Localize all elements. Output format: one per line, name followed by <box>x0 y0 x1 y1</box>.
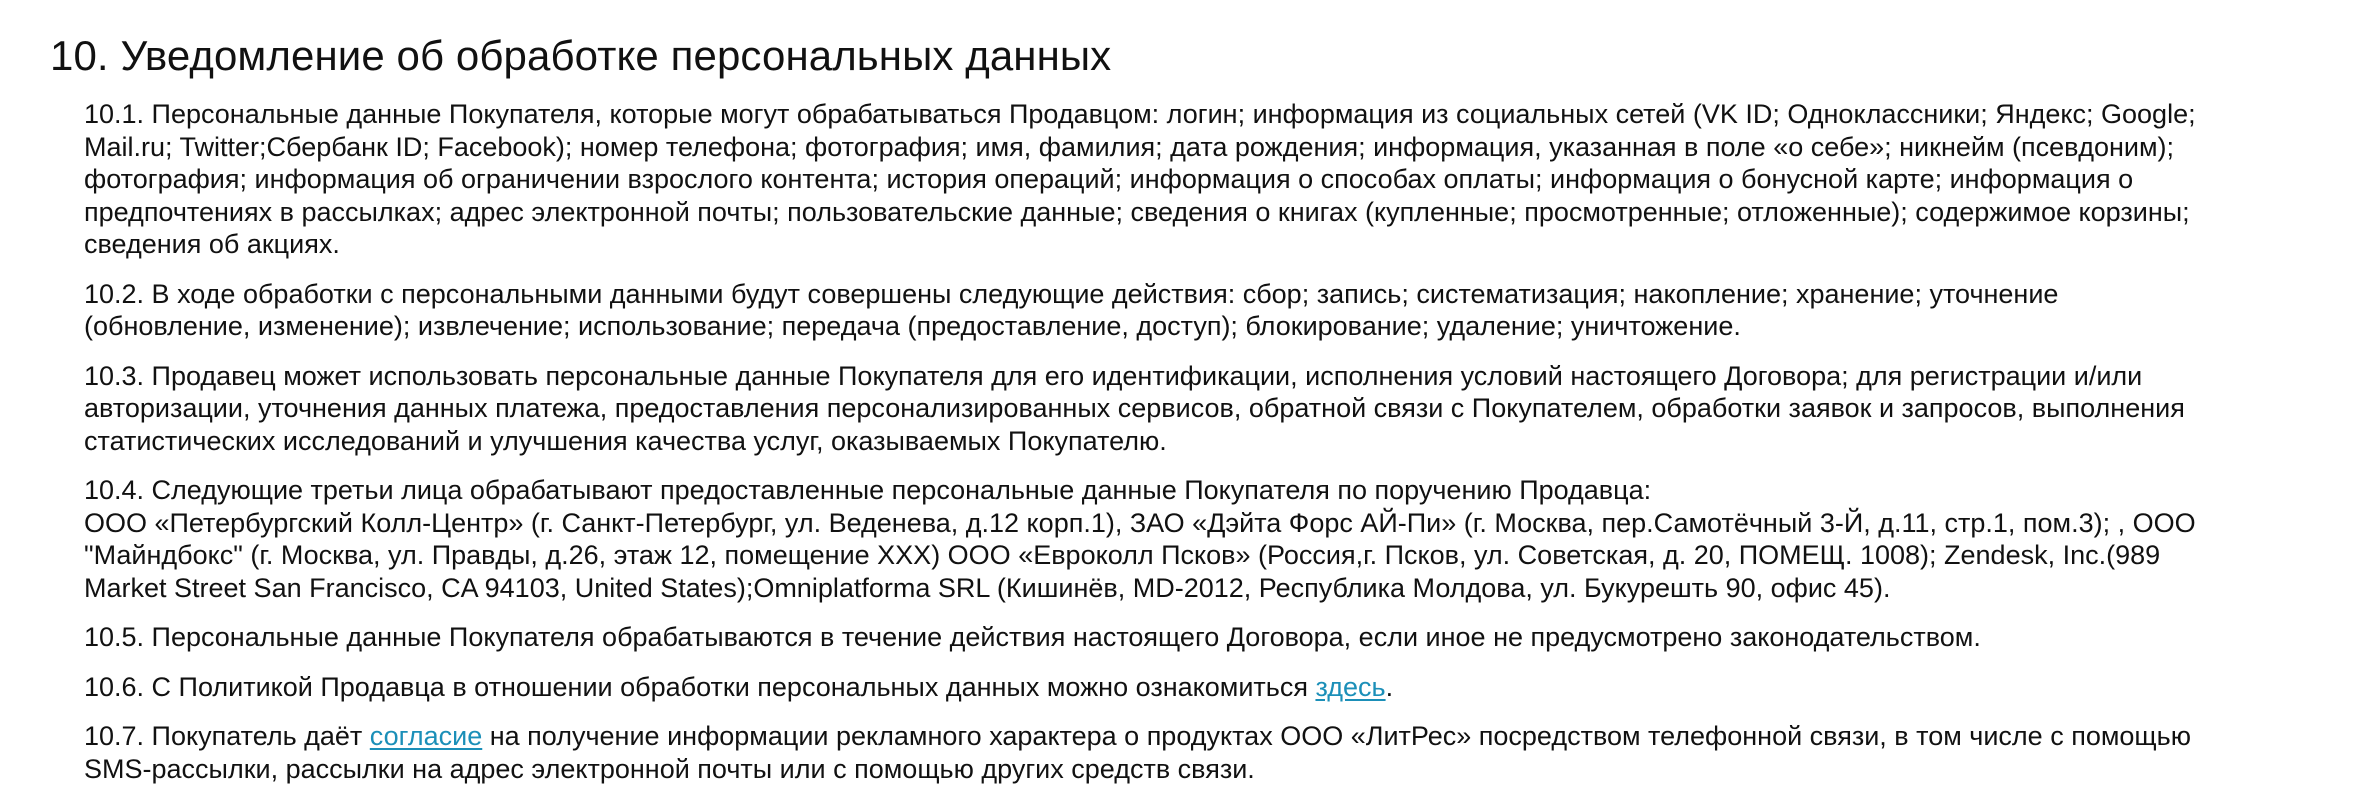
clause-text: на получение информации рекламного характера о продуктах ООО «ЛитРес» посредством телефонной связи, в том числе с помощью <box>482 721 2191 751</box>
clause-line: ООО «Петербургский Колл-Центр» (г. Санкт-Петербург, ул. Веденева, д.12 корп.1), ЗАО «Дэйта Форс АЙ-Пи» (г. Москва, пер.Самотёчный 3-Й, д.11, стр.1, пом.3); , ООО <box>84 507 2196 538</box>
clause-line: 10.4. Следующие третьи лица обрабатывают предоставленные персональные данные Покупателя по поручению Продавца: <box>84 475 1652 505</box>
clause-line: SMS-рассылки, рассылки на адрес электронной почты или с помощью других средств связи. <box>84 753 1255 784</box>
clause-10-6 <box>84 671 2315 704</box>
clause-line: фотография; информация об ограничении взрослого контента; история операций; информация о способах оплаты; информация о бонусной карте; информация о <box>84 164 2134 194</box>
clause-line: Mail.ru; Twitter;Сбербанк ID; Facebook); номер телефона; фотография; имя, фамилия; дата рождения; информация, указанная в поле «о себе»; никнейм (псевдоним); <box>84 131 2175 162</box>
clause-line: 10.2. В ходе обработки с персональными данными будут совершены следующие действия: сбор; запись; систематизация; накопление; хранение; уточнение <box>84 278 2059 309</box>
clause-10-2 <box>84 278 2315 343</box>
clause-line <box>84 720 2315 753</box>
section-title: 10. Уведомление об обработке персональных данных <box>50 32 1112 79</box>
clause-text: . <box>1385 671 1394 702</box>
clause-text: 10.7. Покупатель даёт <box>84 721 370 751</box>
clause-10-5 <box>84 621 2315 654</box>
clause-list <box>84 98 2315 785</box>
privacy-policy-link[interactable]: здесь <box>1315 671 1386 702</box>
clause-line <box>84 671 2315 704</box>
clause-text: 10.6. С Политикой Продавца в отношении обработки персональных данных можно ознакомиться <box>84 671 1316 702</box>
consent-link[interactable]: согласие <box>369 721 483 751</box>
clause-line: Market Street San Francisco, CA 94103, United States);Omniplatforma SRL (Кишинёв, MD-2012, Республика Молдова, ул. Букурешть 90, офис 45). <box>84 572 1891 603</box>
clause-10-3 <box>84 360 2315 458</box>
clause-line: сведения об акциях. <box>84 229 340 259</box>
clause-line: 10.1. Персональные данные Покупателя, которые могут обрабатываться Продавцом: логин; информация из социальных сетей (VK ID; Одноклассники; Яндекс; Google; <box>84 99 2196 129</box>
clause-line: статистических исследований и улучшения качества услуг, оказываемых Покупателю. <box>84 425 1167 456</box>
clause-10-4 <box>84 474 2315 604</box>
clause-10-7 <box>84 720 2315 785</box>
clause-line: 10.3. Продавец может использовать персональные данные Покупателя для его идентификации, исполнения условий настоящего Договора; для регистрации и/или <box>84 360 2143 391</box>
clause-line: (обновление, изменение); извлечение; использование; передача (предоставление, доступ); блокирование; удаление; уничтожение. <box>84 311 1741 341</box>
clause-10-1 <box>84 98 2315 261</box>
clause-line: "Майндбокс" (г. Москва, ул. Правды, д.26, этаж 12, помещение XXX) ООО «Евроколл Псков» (Россия,г. Псков, ул. Советская, д. 20, ПОМЕЩ. 1008); Zendesk, Inc.(989 <box>84 540 2161 570</box>
clause-line: 10.5. Персональные данные Покупателя обрабатываются в течение действия настоящего Договора, если иное не предусмотрено законодательством. <box>84 622 1981 652</box>
clause-line: предпочтениях в рассылках; адрес электронной почты; пользовательские данные; сведения о книгах (купленные; просмотренные; отложенные); содержимое корзины; <box>84 196 2190 227</box>
clause-line: авторизации, уточнения данных платежа, предоставления персонализированных сервисов, обратной связи с Покупателем, обработки заявок и запросов, выполнения <box>84 393 2185 423</box>
